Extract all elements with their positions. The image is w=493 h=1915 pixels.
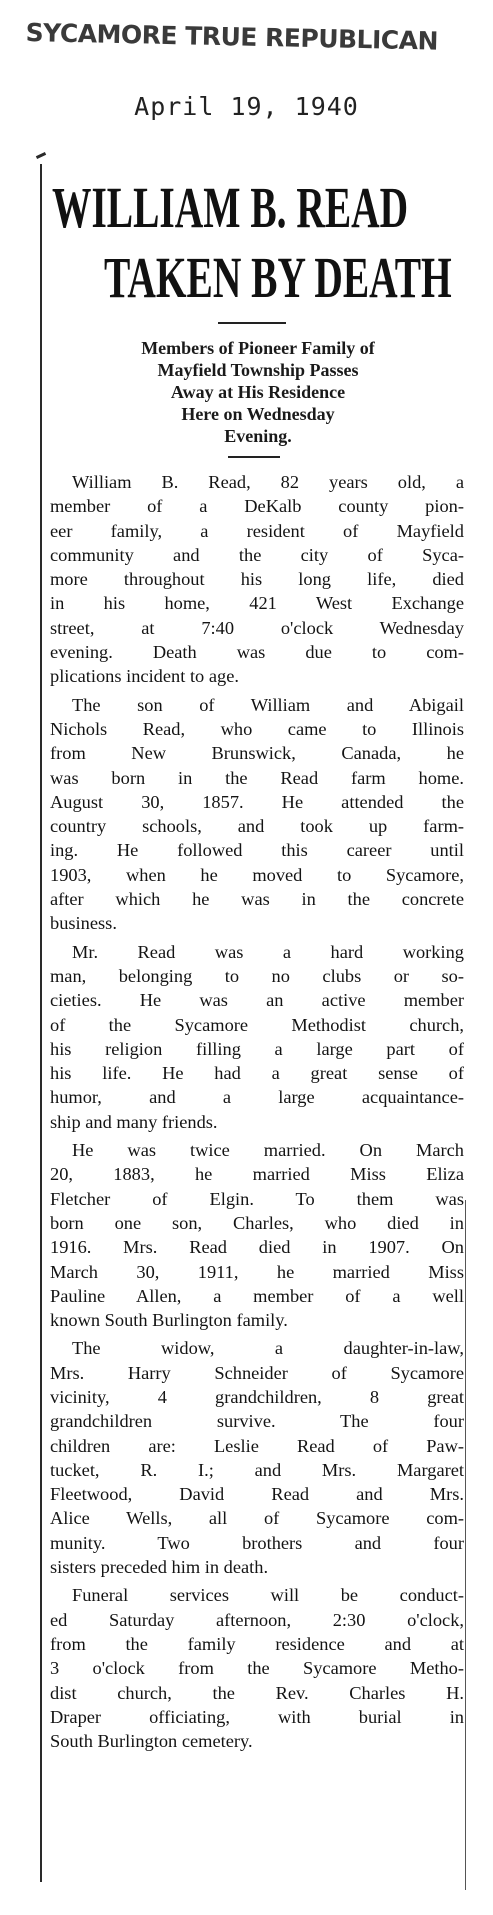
article-line: He was twice married. On March [72, 1140, 464, 1161]
article-line: ing. He followed this career until [50, 840, 464, 861]
article-line: was born in the Read farm home. [50, 767, 464, 788]
newspaper-clipping [40, 150, 466, 1895]
article-line: William B. Read, 82 years old, a [72, 472, 464, 492]
article-line: born one son, Charles, who died in [50, 1212, 464, 1233]
article-line: ship and many friends. [50, 1111, 218, 1132]
article-line: tucket, R. I.; and Mrs. Margaret [50, 1459, 464, 1480]
subhead-line: Members of Pioneer Family of [141, 338, 375, 358]
article-line: man, belonging to no clubs or so- [50, 965, 464, 986]
article-line: his religion filling a large part of [50, 1038, 464, 1059]
article-line: munity. Two brothers and four [50, 1532, 464, 1553]
clipping-corner-mark [36, 152, 46, 159]
article-line: Funeral services will be conduct- [72, 1585, 464, 1606]
article-paragraph [50, 1138, 464, 1332]
article-line: of the Sycamore Methodist church, [50, 1014, 464, 1035]
article-line: vicinity, 4 grandchildren, 8 great [50, 1386, 464, 1407]
article-line: member of a DeKalb county pion- [50, 496, 464, 517]
article-line: Fleetwood, David Read and Mrs. [50, 1484, 464, 1505]
subhead-line: Here on Wednesday [181, 404, 335, 424]
article-line: sisters preceded him in death. [50, 1557, 269, 1578]
article-line: grandchildren survive. The four [50, 1411, 464, 1432]
article-line: Draper officiating, with burial in [50, 1706, 464, 1727]
article-line: 1903, when he moved to Sycamore, [50, 864, 464, 885]
article-paragraph [50, 940, 464, 1134]
clipping-right-border [465, 1200, 467, 1890]
article-line: The son of William and Abigail [72, 694, 464, 715]
article-line: more throughout his long life, died [50, 569, 464, 590]
clipping-left-border [40, 164, 42, 1882]
article-line: business. [50, 913, 117, 934]
article-line: Mr. Read was a hard working [72, 941, 464, 962]
article-line: cieties. He was an active member [50, 990, 464, 1011]
article-line: after which he was in the concrete [50, 889, 464, 910]
article-line: Nichols Read, who came to Illinois [50, 718, 464, 739]
article-line: country schools, and took up farm- [50, 816, 464, 837]
subheadline [52, 337, 464, 447]
article-line: street, at 7:40 o'clock Wednesday [50, 617, 464, 638]
article-line: known South Burlington family. [50, 1310, 288, 1331]
subhead-divider [228, 456, 280, 458]
masthead-stamp: SYCAMORE TRUE REPUBLICAN [25, 18, 439, 56]
publication-date: April 19, 1940 [134, 92, 359, 121]
headline-line-1: WILLIAM B. READ [52, 175, 409, 240]
subhead-line: Mayfield Township Passes [157, 360, 359, 380]
article-line: children are: Leslie Read of Paw- [50, 1435, 464, 1456]
article-paragraph [50, 693, 464, 936]
article-line: eer family, a resident of Mayfield [50, 520, 464, 541]
article-line: Fletcher of Elgin. To them was [50, 1188, 464, 1209]
article-line: community and the city of Syca- [50, 544, 464, 565]
article-line: 1916. Mrs. Read died in 1907. On [50, 1237, 464, 1258]
article-line: Mrs. Harry Schneider of Sycamore [50, 1362, 464, 1383]
article-line: Alice Wells, all of Sycamore com- [50, 1508, 464, 1529]
article-line: his life. He had a great sense of [50, 1063, 464, 1084]
article-line: evening. Death was due to com- [50, 642, 464, 663]
article-line: from the family residence and at [50, 1633, 464, 1654]
article-line: humor, and a large acquaintance- [50, 1087, 464, 1108]
article-paragraph [50, 1336, 464, 1579]
article-line: ed Saturday afternoon, 2:30 o'clock, [50, 1609, 464, 1630]
article-paragraph [50, 470, 464, 689]
headline-line-2: TAKEN BY DEATH [104, 245, 452, 310]
article-line: 20, 1883, he married Miss Eliza [50, 1164, 464, 1185]
article-paragraph [50, 1583, 464, 1753]
article-line: 3 o'clock from the Sycamore Metho- [50, 1658, 464, 1679]
article-line: August 30, 1857. He attended the [50, 791, 464, 812]
article-line: The widow, a daughter-in-law, [72, 1338, 464, 1359]
article-line: plications incident to age. [50, 666, 239, 687]
article-line: dist church, the Rev. Charles H. [50, 1682, 464, 1703]
article-body [50, 470, 464, 1753]
article-line: from New Brunswick, Canada, he [50, 743, 464, 764]
subhead-line: Away at His Residence [170, 382, 346, 402]
subhead-line: Evening. [224, 426, 292, 446]
headline-divider [218, 322, 286, 324]
article-line: in his home, 421 West Exchange [50, 593, 464, 614]
article-line: Pauline Allen, a member of a well [50, 1285, 464, 1306]
article-line: South Burlington cemetery. [50, 1731, 253, 1752]
article-line: March 30, 1911, he married Miss [50, 1261, 464, 1282]
